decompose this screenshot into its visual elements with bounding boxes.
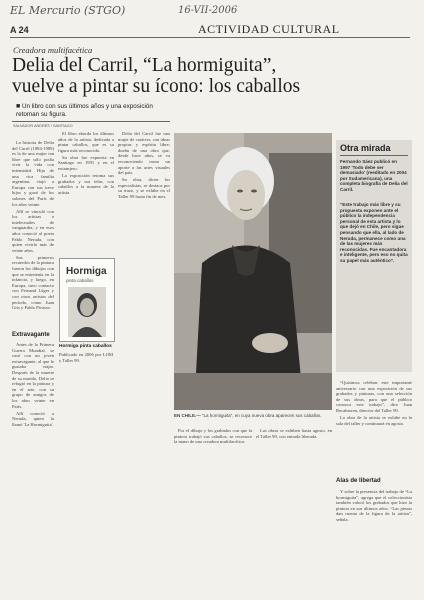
book-caption-title: Hormiga pinta caballos (59, 344, 112, 349)
article-column-1-text (12, 140, 54, 324)
section-title: ACTIVIDAD CULTURAL (198, 22, 340, 36)
sidebar-quote: “Este trabajo más libre y su propuesta exponen ante el público la independencia personal de esta artista y lo que dejó en Chile, pero sigue pensando que ella, al lado de Neruda, permanece como una de las mujeres más reconocidas. Fue encantadora e inteligente, pero eso no quita su papel más auténtico”. (340, 202, 408, 263)
article-column-1b (12, 342, 54, 587)
article-column-2 (58, 131, 114, 253)
paragraph: El libro aborda los últimos años de la artista, dedicada a pintar caballos, que es su figura más reconocida. (58, 131, 114, 153)
kicker: Creadora multifacética (13, 45, 93, 55)
portrait-photo (174, 133, 332, 410)
paragraph: Por el dibujo y los grabados con que la pintora trabajó sus caballos, se reconoce la mano de una creadora multifacética. (174, 428, 252, 445)
article-column-4b (256, 428, 332, 586)
paragraph: La obra de la artista se exhibe en la sala del taller y continuará en agosto. (336, 415, 412, 426)
deck-rule (12, 121, 170, 122)
deck-text: Un libro con sus últimos años y una exposición retoman su figura. (16, 103, 153, 118)
paragraph: Allí conoció a Neruda, quien la llamó 'La Hormiguita'. (12, 410, 54, 427)
paragraph: “Quisimos celebrar este importante aniversario con una exposición de sus grabados y pinturas, con una selección de sus obras, para que el público conozca este trabajo”, dice Juan Recabarren, director del Taller 99. (336, 380, 412, 413)
paragraph: Delia del Carril fue una mujer de carácter, con ideas propias y espíritu libre; dueña de una obra que, desde hace años, se va reconociendo como un aporte a las artes visuales del país. (118, 131, 170, 176)
subhead-extravagante: Extravagante (12, 332, 50, 338)
sidebar-box (336, 140, 412, 372)
subhead-alas-de-libertad: Alas de libertad (336, 478, 381, 484)
book-caption-text: Publicado en 2006 por LOM y Taller 99. (59, 352, 113, 363)
byline: SALVADOR ANDRÉS / SANTIAGO (13, 124, 73, 128)
paragraph: Su obra, dicen los especialistas, se destaca por su trazo, y se exhibe en el Taller 99 hasta fin de mes. (118, 177, 170, 200)
sidebar-rule (340, 155, 408, 156)
paragraph: Antes de la Primera Guerra Mundial, se casó con un joven extravagante, al que le gustaba viajar. Después de la muerte de su marido, Delia se refugió en la pintura y en el arte, con su grupo de amigos de los años veinte en París. (12, 342, 54, 409)
handwritten-date: 16-VII-2006 (178, 5, 238, 16)
photo-caption (174, 413, 332, 418)
paragraph: Las obras se exhiben hasta agosto, en el Taller 99, con entrada liberada. (256, 428, 332, 439)
headline (12, 55, 412, 97)
main-photo (174, 133, 332, 410)
article-column-4a (174, 428, 252, 586)
book-cover (59, 258, 115, 342)
right-column-text (336, 380, 412, 472)
deck-bullet: ■ (16, 103, 21, 110)
photo-caption-text: “La hormiguita”, en cuya nueva obra aparecen sus caballos. (202, 413, 322, 418)
photo-caption-label: EN CHILE.— (174, 413, 201, 418)
handwritten-source: EL Mercurio (STGO) (10, 4, 126, 17)
paragraph: La exposición retoma sus grabados y sus telas, con caballos a la manera de la artista. (58, 173, 114, 195)
book-cover-portrait (68, 287, 106, 337)
book-cover-title: Hormiga (66, 266, 107, 277)
paragraph: La historia de Delia del Carril (1884-1989) es la de una mujer tan libre que sólo podía vivir la vida con intensidad. Hija de una rica familia argentina, viajó a Europa con sus trece hijos y gozó de los salones del París de los años veinte. (12, 140, 54, 207)
header-rule (10, 37, 410, 38)
paragraph: Sus primeros recuerdos de la pintura fueron los dibujos con que se entretenía en la infancia, y luego, en Europa, tuvo contacto con Fernand Léger y con otros artistas del período, como Juan Gris y Pablo Picasso. (12, 254, 54, 311)
book-cover-subtitle: pinta caballos (66, 278, 94, 283)
page-number: A 24 (10, 25, 29, 35)
paragraph: Su obra fue expuesta en Santiago en 1991 y en el extranjero. (58, 154, 114, 172)
deck (16, 103, 166, 118)
headline-line-1: Delia del Carril, “La hormiguita”, (12, 55, 277, 76)
sidebar-title: Otra mirada (340, 143, 391, 153)
paragraph: Allí se vinculó con los artistas e intelectuales de vanguardia, y en esos años conoció al poeta Pablo Neruda, con quien viviría más de veinte años. (12, 208, 54, 253)
headline-line-2: vuelve a pintar su ícono: los caballos (12, 76, 301, 97)
article-column-3 (118, 131, 170, 585)
right-column-text-2 (336, 489, 412, 586)
paragraph: Y sobre la presencia del trabajo de “La hormiguita”, agrega que el coleccionista también valoró los grabados que hizo la pintora en sus últimos años. “Las piezas dan cuenta de la figura de la artista”, señala. (336, 489, 412, 522)
sidebar-intro: Fernando Sáez publicó en 1997 'Todo debe ser demasiado' (reeditado en 2004 por Sudamericana), una completa biografía de Delia del Carril. (340, 159, 408, 192)
